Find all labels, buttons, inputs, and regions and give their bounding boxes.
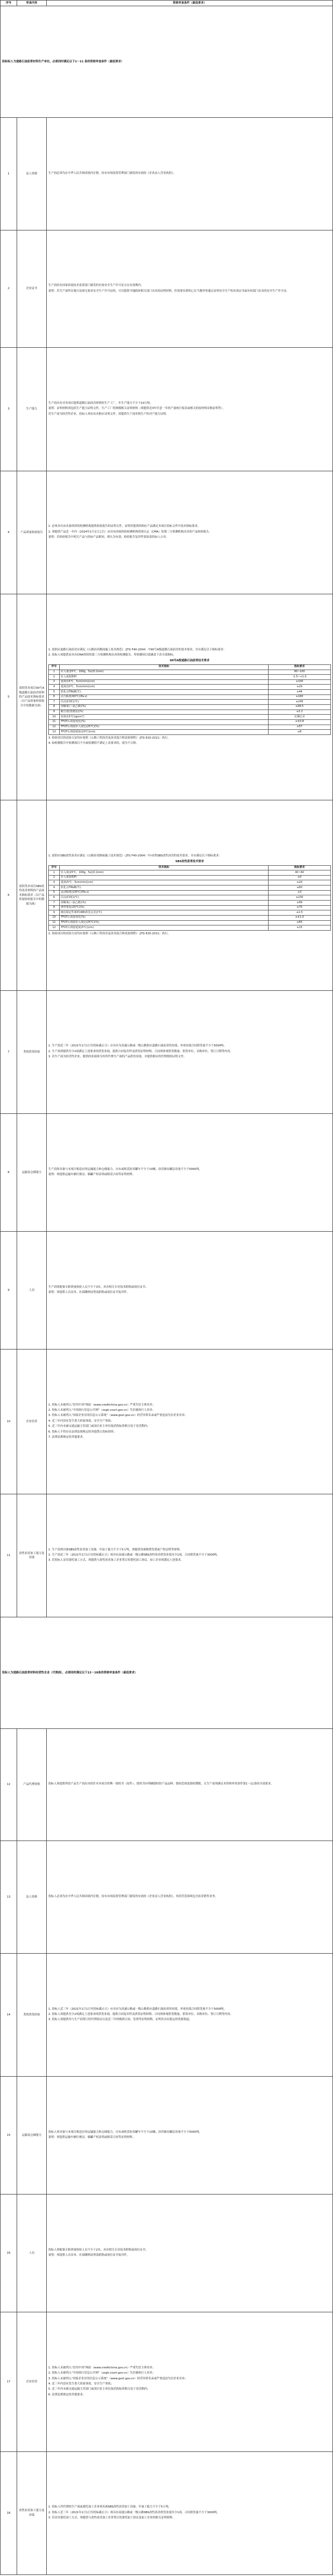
row-number: 13 (1, 1841, 17, 1954)
spec-row (49, 670, 331, 675)
spec-cell: 12 (49, 725, 60, 730)
table-row (1, 348, 333, 471)
requirement-paragraph: 投标人须提供所投产品生产商出具的针对本项目的唯一授权书（原件），授权书应明确授权的产品品种、授权范围及授权期限，且生产商须满足本资格审查条件第1～11条的全部要求。 (48, 1782, 274, 1786)
requirement-paragraph: 说明：须提供运输车辆行驶证、储罐产权证明或租赁合同等证明材料。 (48, 1173, 136, 1177)
row-item: 法人资格 (17, 117, 47, 230)
spec-cell: ≥99.5 (269, 704, 331, 710)
spec-header-cell: 技术指标 (60, 865, 269, 870)
row-item: 企业证书 (17, 230, 47, 348)
row-number: 17 (1, 2312, 17, 2451)
row-requirement (47, 117, 333, 230)
spec-cell: ≤2.5 (269, 910, 331, 916)
section-title: 投标标人为道路石油沥青材料生产单位，必须同时满足以下1～11 条的资格审查条件（最低要求） (1, 6, 333, 118)
spec-cell: 5 (49, 890, 60, 895)
requirement-paragraph: 2. 投标人须提供至少2项满足上述要求的供货业绩，提供合同复印件及供货证明材料，合同须体现供货数量、供货单位、采购单位、签订日期等内容。 (48, 2012, 233, 2016)
requirement-paragraph: 3. 若投标人采用委托加工方式，须提供与改性沥青加工企业签订的委托加工协议，加工企业须满足上述要求。 (48, 1559, 184, 1562)
requirement-paragraph: 4. 近三年内没有发生重大质量事故、安全生产事故； (48, 1419, 114, 1423)
row-number: 5 (1, 594, 17, 800)
spec-cell: 6 (49, 694, 60, 700)
requirement-paragraph: 1. 拟供应道路石油沥青应满足《公路沥青路面施工技术规范》（JTG F40-2004）中90号A级道路石油沥青的技术要求，并应满足以下指标要求： (48, 648, 227, 651)
spec-row (49, 905, 331, 910)
spec-cell: 8 (49, 704, 60, 710)
requirement-paragraph: 1. 投标人未被列入“信用中国”网站（www.creditchina.gov.cn）严重失信主体名单； (48, 2366, 155, 2369)
row-item: 产品代理资格 (17, 1728, 47, 1841)
spec-table (48, 865, 331, 931)
row-requirement (47, 471, 333, 594)
requirement-paragraph: 6. 法律法规规定的其他要求。 (48, 2393, 86, 2396)
table-row (1, 117, 333, 230)
spec-cell: ≥160 (269, 694, 331, 700)
spec-cell: 针入度指数PI (60, 675, 269, 680)
row-requirement (47, 2312, 333, 2451)
requirement-paragraph: 3. 若采用委托加工方式，须提供与改性沥青加工企业签订的委托加工协议及加工企业的相关证明材料。 (48, 2516, 176, 2519)
spec-cell: 5 (49, 690, 60, 695)
row-number: 4 (1, 471, 17, 594)
row-item: 拟供货本项目90号A级道路石油沥青材料的产品技术指标要求（以产品质量检验报告中的数据为准） (17, 594, 47, 800)
spec-header-cell: 序号 (49, 664, 60, 670)
spec-row (49, 715, 331, 720)
spec-table-title: SBS改性沥青技术要求 (175, 860, 204, 864)
spec-row (49, 694, 331, 700)
spec-cell: 运动粘度(135℃)(Pa·s) (60, 890, 269, 895)
row-item: 类似供货经验 (17, 1953, 47, 2076)
spec-cell: ≥20 (269, 685, 331, 690)
spec-cell: ≥65 (269, 920, 331, 925)
spec-cell: ≥20 (269, 880, 331, 885)
requirement-paragraph: 2. 生产商须提供至少2项满足上述要求的供货业绩，提供合同复印件及供货证明材料，合同须体现供货数量、供货单位、采购单位、签订日期等内容。 (48, 1050, 233, 1053)
spec-header-cell: 指标要求 (269, 664, 331, 670)
spec-cell: 13 (49, 730, 60, 735)
spec-cell: 40~60 (269, 870, 331, 876)
spec-cell: ≥8 (269, 730, 331, 735)
table-row (1, 2077, 333, 2195)
row-number: 3 (1, 348, 17, 471)
row-item: 产品质量检验报告 (17, 471, 47, 594)
spec-cell: 密度(15℃)(g/cm³) (60, 715, 269, 720)
spec-cell: TFOT后残留延度(5℃)(cm) (60, 925, 269, 931)
requirement-paragraph: 3. 投标人须提供其与生产商签订的代理协议以及近三年的购销合同、发票等证明材料，证明其具有稳定的货源渠道。 (48, 2018, 192, 2022)
spec-cell: ≥15 (269, 925, 331, 931)
spec-header-row (49, 664, 331, 670)
requirement-paragraph: 生产商持有国家质量技术监督部门颁发的有效安全生产许可证且在有效期内。 (48, 284, 144, 288)
spec-table (48, 664, 331, 735)
spec-row (49, 719, 331, 725)
spec-row (49, 685, 331, 690)
header-no: 序号 (1, 1, 17, 6)
spec-header-cell: 技术指标 (60, 664, 269, 670)
requirement-paragraph: 1. 生产商近三年（2021年1月1日至投标截止日）应具有为高速公路或一级公路供应道路石油沥青的业绩，单项业绩合同供货量不少于5000吨。 (48, 1044, 227, 1048)
spec-cell: 9 (49, 910, 60, 916)
header-item: 审查内容 (17, 1, 47, 6)
row-item: 运输及仓储能力 (17, 1114, 47, 1232)
table-row (1, 2451, 333, 2574)
requirement-paragraph: 3. 投标人未被列入“国家企业信用信息公示系统”（www.gsxt.gov.cn）经营异常名录或严重违法失信企业名单； (48, 1414, 188, 1418)
table-row (1, 2195, 333, 2312)
row-requirement (47, 230, 333, 348)
spec-cell: ≤3 (269, 890, 331, 895)
spec-row (49, 885, 331, 891)
section-title: 投标人为道路石油沥青材料经营性企业（代理商），必须同时满足以下12～18条的资格审查条件（最低要求） (1, 1617, 333, 1729)
spec-cell: ≥99 (269, 901, 331, 906)
spec-row (49, 710, 331, 715)
row-item: 人员 (17, 1232, 47, 1350)
row-requirement (47, 1350, 333, 1494)
table-row (1, 1728, 333, 1841)
requirement-paragraph: 2. 检验项目的试验方法均应按照《公路工程沥青及沥青混合料试验规程》（JTG E20-2011）执行。 (48, 932, 170, 935)
row-requirement (47, 1953, 333, 2076)
spec-cell: ≤±1.0 (269, 915, 331, 920)
spec-row (49, 700, 331, 705)
row-number: 6 (1, 800, 17, 991)
requirement-paragraph: 7. 法律法规规定的其他要求。 (48, 1435, 86, 1439)
spec-row (49, 920, 331, 925)
row-requirement (47, 1728, 333, 1841)
row-number: 1 (1, 117, 17, 230)
requirement-paragraph: 1. 投标人近三年（2021年1月1日至投标截止日）应具有为高速公路或一级公路供应道路石油沥青的业绩，单项业绩合同供货量不少于5000吨。 (48, 2007, 227, 2011)
requirement-paragraph: 说明：证明材料须包括生产能力证明文件，生产工厂的规模相关证明材料（须提供近3年任意一年的产量统计报表或相关的原材料采购证明等）。 (48, 407, 225, 411)
spec-cell: 8 (49, 905, 60, 910)
spec-row (49, 704, 331, 710)
spec-row (49, 910, 331, 916)
spec-row (49, 901, 331, 906)
spec-cell: 延度(10℃，5cm/min)(cm) (60, 685, 269, 690)
spec-cell: 3 (49, 880, 60, 885)
spec-cell: 蜡含量(蒸馏法)(%) (60, 710, 269, 715)
spec-cell: ≥245 (269, 700, 331, 705)
spec-header-cell: 指标要求 (269, 865, 331, 870)
requirement-paragraph: 1. 拟供应SBS改性沥青应满足《公路沥青路面施工技术规范》（JTG F40-2004）中I-D类SBS改性沥青的技术要求，并应满足以下指标要求： (48, 854, 222, 857)
row-number: 2 (1, 230, 17, 348)
spec-cell: 溶解度(三氯乙烯)(%) (60, 704, 269, 710)
row-item: 类似供货经验 (17, 990, 47, 1113)
requirement-paragraph: 5. 近三年内未被交通运输主管部门或项目业主单位取消投标资格且处于处罚期内； (48, 2388, 150, 2391)
row-item: 人员 (17, 2195, 47, 2312)
spec-cell: 1 (49, 670, 60, 675)
spec-cell: 4 (49, 885, 60, 891)
row-number: 9 (1, 1232, 17, 1350)
spec-cell: 溶解度(三氯乙烯)(%) (60, 901, 269, 906)
requirement-paragraph: 说明：须提供人员名单、社保缴纳证明及职称或岗位证书复印件。 (48, 1291, 130, 1294)
requirement-paragraph: 2. 须提供产品近一年内（2024年1月1日之后）由具有国家检验检测机构资质认定（CMA）的第三方检测机构出具的产品检验报告。 (48, 530, 212, 534)
row-requirement (47, 1232, 333, 1350)
spec-row (49, 870, 331, 876)
spec-row (49, 895, 331, 901)
requirement-paragraph: 2. 投标人未被列入“中国执行信息公开网”（zxgk.court.gov.cn）失信被执行人名单； (48, 1409, 155, 1412)
row-item: 企业信誉 (17, 2312, 47, 2451)
requirement-paragraph: 4. 近三年内没有发生重大质量事故、安全生产事故； (48, 2382, 114, 2386)
table-row (1, 1841, 333, 1954)
table-row (1, 800, 333, 991)
spec-cell: -1.5~+1.0 (269, 675, 331, 680)
spec-cell: 3 (49, 679, 60, 685)
spec-cell: 1 (49, 870, 60, 876)
table-row (1, 1953, 333, 2076)
row-requirement (47, 348, 333, 471)
row-number: 16 (1, 2195, 17, 2312)
requirement-paragraph: 生产商须具备与本项目相适应的运输能力和仓储能力，自有或租赁沥青罐车不少于10辆，沥青储存罐总容量不少于5000吨。 (48, 1167, 202, 1171)
table-row (1, 1232, 333, 1350)
row-item: 法人资格 (17, 1841, 47, 1954)
requirement-paragraph: 6. 投标人不得存在法律法规规定的其他禁止投标情形； (48, 1430, 116, 1434)
requirement-paragraph: 生产商必须为在中华人民共和国境内注册，持有市场监督管理部门颁发的有效的《企业法人营业执照》。 (48, 171, 176, 175)
requirement-paragraph: 生产商须配备专职质量检验人员不少于3名，具有相关专业技术职称或岗位证书。 (48, 1285, 149, 1289)
spec-row (49, 880, 331, 885)
row-requirement (47, 2195, 333, 2312)
spec-cell: ≥230 (269, 895, 331, 901)
row-requirement (47, 800, 333, 991)
spec-cell: 10 (49, 915, 60, 920)
spec-cell: TFOT后质量变化(%) (60, 719, 269, 725)
spec-cell: 6 (49, 895, 60, 901)
spec-table-title: 90号A级道路石油沥青技术要求 (169, 659, 210, 663)
row-number: 11 (1, 1494, 17, 1617)
requirement-paragraph: 1. 生产商须具备SBS改性沥青加工设备，年加工能力不少于5万吨，须提供设备购置发票或产权证明等材料。 (48, 1548, 182, 1551)
spec-cell: 7 (49, 901, 60, 906)
row-number: 18 (1, 2451, 17, 2574)
spec-cell: 9 (49, 710, 60, 715)
spec-cell: ≥0 (269, 875, 331, 880)
spec-cell: 11 (49, 719, 60, 725)
spec-cell: ≤±0.8 (269, 719, 331, 725)
row-item: 企业信誉 (17, 1350, 47, 1494)
spec-cell: 闪点(COC)(℃) (60, 895, 269, 901)
spec-cell: 2 (49, 875, 60, 880)
spec-cell: 储存稳定性离析(48h软化点差)(℃) (60, 910, 269, 916)
spec-row (49, 675, 331, 680)
spec-cell: 4 (49, 685, 60, 690)
requirement-paragraph: 投标人须具备与本项目相适应的运输能力和仓储能力，自有或租赁沥青罐车不少于10辆，沥青储存罐总容量不少于5000吨。 (48, 2130, 202, 2134)
spec-cell: ≥75 (269, 905, 331, 910)
spec-cell: 12 (49, 925, 60, 931)
requirement-paragraph: 2. 投标人未被列入“中国执行信息公开网”（zxgk.court.gov.cn）失信被执行人名单； (48, 2371, 155, 2375)
row-item: 拟供货本项目SBS改性沥青材料的产品技术指标要求（以产品质量检验报告中的数据为准） (17, 800, 47, 991)
row-number: 7 (1, 990, 17, 1113)
requirement-paragraph: 3. 投标人未被列入“国家企业信用信息公示系统”（www.gsxt.gov.cn）经营异常名录或严重违法失信企业名单； (48, 2377, 188, 2380)
table-row (1, 471, 333, 594)
spec-cell: TFOT后残留针入度比(25℃)(%) (60, 725, 269, 730)
spec-cell: ≥57 (269, 725, 331, 730)
requirement-paragraph: 投标人须配备专职质量检验人员不少于2名，具有相关专业技术职称或岗位证书。 (48, 2248, 149, 2252)
spec-row (49, 725, 331, 730)
spec-cell: 针入度指数PI (60, 875, 269, 880)
table-row (1, 1350, 333, 1494)
row-number: 15 (1, 2077, 17, 2195)
spec-cell: TFOT后残留延度(10℃)(cm) (60, 730, 269, 735)
spec-cell: TFOT后质量变化(%) (60, 915, 269, 920)
table-row (1, 1494, 333, 1617)
spec-cell: ≥100 (269, 679, 331, 685)
spec-cell: 针入度(25℃，100g，5s)(0.1mm) (60, 870, 269, 876)
table-row (1, 990, 333, 1113)
row-requirement (47, 1494, 333, 1617)
row-item: 运输及仓储能力 (17, 2077, 47, 2195)
spec-cell: 弹性恢复(25℃)(%) (60, 905, 269, 910)
spec-row (49, 730, 331, 735)
requirement-paragraph: 说明：须提供运输车辆行驶证、储罐产权证明或租赁合同等证明材料。 (48, 2136, 136, 2139)
spec-cell: 7 (49, 700, 60, 705)
requirement-paragraph: 3. 若生产商为经营性企业，提供的业绩须为其所代理生产商的产品供货业绩，并提供相应的代理授权证明文件。 (48, 1055, 187, 1059)
requirement-paragraph: 说明：若检验报告中相关产品与投标产品相同，则认为有效；检验报告复印件需加盖投标人公章。 (48, 536, 169, 539)
requirement-paragraph: 3. 检验项目的试验方法均应按照《公路工程沥青及沥青混合料试验规程》（JTG E20-2011）执行。 (48, 736, 170, 740)
spec-cell: 软化点TR&B(℃) (60, 885, 269, 891)
spec-row (49, 890, 331, 895)
row-requirement (47, 1841, 333, 1954)
spec-cell: 10 (49, 715, 60, 720)
spec-cell: 11 (49, 920, 60, 925)
requirement-paragraph: 2. 生产商近三年（2021年1月1日至投标截止日）须具有高速公路或一级公路SBS改性沥青供货业绩至少1项，合同供货量不少于3000吨。 (48, 1553, 220, 1557)
spec-header-row (49, 865, 331, 870)
row-item: 改性沥青加工能力及业绩 (17, 1494, 47, 1617)
spec-cell: ≥60 (269, 885, 331, 891)
requirement-paragraph: 1. 投标人所代理的生产商或委托加工企业须具备SBS改性沥青加工设备，年加工能力不少于5万吨。 (48, 2505, 171, 2509)
row-requirement (47, 2451, 333, 2574)
requirement-paragraph: 说明：若生产商所在地方法规无要求安全生产许可证的，可以提供当地政府相关部门出具的证明材料，但需要有新的已在当地审查通过证明安全生产的有效证书或有权部门出具的安全生产许可证。 (48, 289, 289, 293)
requirement-paragraph: 说明：须提供人员名单、社保缴纳证明及职称或岗位证书复印件。 (48, 2254, 130, 2257)
requirement-paragraph: 生产商具有对本项目提供道路石油沥青材料的生产工厂，年生产能力不少于10万吨。 (48, 402, 153, 405)
row-number: 12 (1, 1728, 17, 1841)
spec-cell: 延度(5℃，5cm/min)(cm) (60, 880, 269, 885)
spec-cell: 针入度(25℃，100g，5s)(0.1mm) (60, 670, 269, 675)
spec-row (49, 915, 331, 920)
row-requirement (47, 594, 333, 800)
row-number: 14 (1, 1953, 17, 2076)
spec-cell: TFOT后残留针入度比(25℃)(%) (60, 920, 269, 925)
row-number: 8 (1, 1114, 17, 1232)
spec-row (49, 690, 331, 695)
row-requirement (47, 990, 333, 1113)
table-row (1, 2312, 333, 2451)
spec-header-cell: 序号 (49, 865, 60, 870)
requirement-paragraph: 1. 必须具有由具备资质的检测机构提供检验报告的证明文件，证明其提供的相应产品满足本项目招标文件中技术指标要求。 (48, 525, 201, 528)
requirement-paragraph: 1. 投标人未被列入“信用中国”网站（www.creditchina.gov.cn）严重失信主体名单； (48, 1403, 155, 1407)
spec-cell: ≤2.2 (269, 710, 331, 715)
requirement-paragraph: 若生产商为经营性企业，投标人须有出具相应证明文件，需提供生产商单独生产的对产能力证明。 (48, 412, 169, 416)
row-item: 生产能力 (17, 348, 47, 471)
table-row (1, 594, 333, 800)
spec-cell: 软化点TR&B(℃) (60, 690, 269, 695)
spec-cell: 实测记录 (269, 715, 331, 720)
spec-row (49, 875, 331, 880)
table-row (1, 1114, 333, 1232)
requirement-paragraph: 2. 投标人近三年（2021年1月1日至投标截止日）须具有高速公路或一级公路SBS改性沥青供货业绩至少1项，合同供货量不少于3000吨。 (48, 2511, 220, 2514)
spec-cell: 延度(15℃，5cm/min)(cm) (60, 679, 269, 685)
row-requirement (47, 2077, 333, 2195)
spec-row (49, 925, 331, 931)
row-item: 改性沥青加工能力及业绩 (17, 2451, 47, 2574)
section-row (1, 1617, 333, 1729)
section-row (1, 6, 333, 118)
requirement-paragraph: 5. 近三年内未被交通运输主管部门或项目业主单位取消投标资格且处于处罚期内； (48, 1425, 150, 1428)
spec-cell: 动力粘度(60℃)(Pa·s) (60, 694, 269, 700)
requirement-paragraph: 2. 投标人须提供由具有CMA资质的第三方检测机构出具的检测报告，所检测项目需涵盖下表全部指标。 (48, 653, 176, 657)
header-requirement: 资格审查条件（最低要求） (47, 1, 333, 6)
spec-cell: 闪点(COC)(℃) (60, 700, 269, 705)
requirement-paragraph: 投标人必须为在中华人民共和国境内注册，持有市场监督管理部门颁发的有效的《企业法人营业执照》，其经营范围须包含沥青销售业务。 (48, 1894, 218, 1898)
spec-cell: 80~100 (269, 670, 331, 675)
row-requirement (47, 1114, 333, 1232)
spec-cell: 2 (49, 675, 60, 680)
spec-cell: ≥44 (269, 690, 331, 695)
row-number: 10 (1, 1350, 17, 1494)
requirement-paragraph: 4. 如检测报告中检测项目不全或检测值不满足上表要求的，视为不合格。 (48, 742, 139, 745)
table-row (1, 230, 333, 348)
spec-row (49, 679, 331, 685)
header-row (1, 1, 333, 6)
